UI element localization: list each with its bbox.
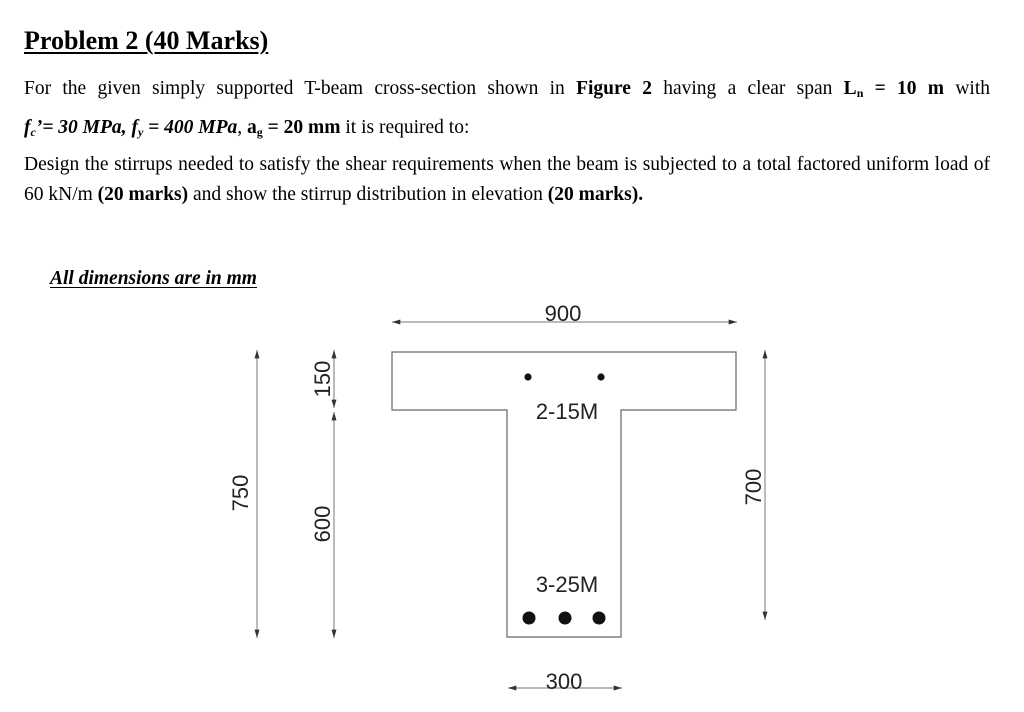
units-note: All dimensions are in mm	[50, 268, 257, 289]
figure-reference: Figure 2	[576, 78, 652, 99]
bottom-rebar-left	[523, 612, 536, 625]
problem-title: Problem 2 (40 Marks)	[24, 26, 269, 55]
effective-depth-label: 700	[741, 468, 766, 506]
top-rebar-left	[524, 373, 531, 380]
flange-width-label: 900	[544, 301, 582, 326]
concrete-strength: $f_c’= 30$ MPa, $f_y = 400$ MPa	[24, 117, 238, 139]
clear-span-value: $L_n = 10$ m	[843, 78, 945, 100]
bottom-rebar-right	[593, 612, 606, 625]
text-segment: with	[944, 78, 990, 99]
marks-label: (20 marks).	[547, 184, 644, 205]
marks-label: (20 marks)	[97, 184, 189, 205]
text-segment: For the given simply supported T-beam cross-section shown in	[24, 78, 577, 99]
text-segment: and show the stirrup distribution in elevation	[188, 184, 548, 205]
aggregate-size: $a_g = 20$ mm	[247, 117, 341, 139]
flange-thickness-label: 150	[310, 360, 335, 398]
total-depth-label: 750	[228, 474, 253, 512]
top-bars-label: 2-15M	[535, 399, 599, 424]
top-rebar-right	[597, 373, 604, 380]
bottom-rebar-middle	[559, 612, 572, 625]
text-segment: ,	[237, 117, 248, 138]
web-depth-label: 600	[310, 505, 335, 543]
text-segment: having a clear span	[651, 78, 844, 99]
text-segment: it is required to:	[340, 117, 470, 138]
bottom-bars-label: 3-25M	[535, 572, 599, 597]
web-width-label: 300	[545, 669, 583, 694]
text-segment: Design the stirrups needed to satisfy the shear requirements when the beam is subjected to a total factored uniform load of 60 kN/m	[24, 154, 990, 205]
